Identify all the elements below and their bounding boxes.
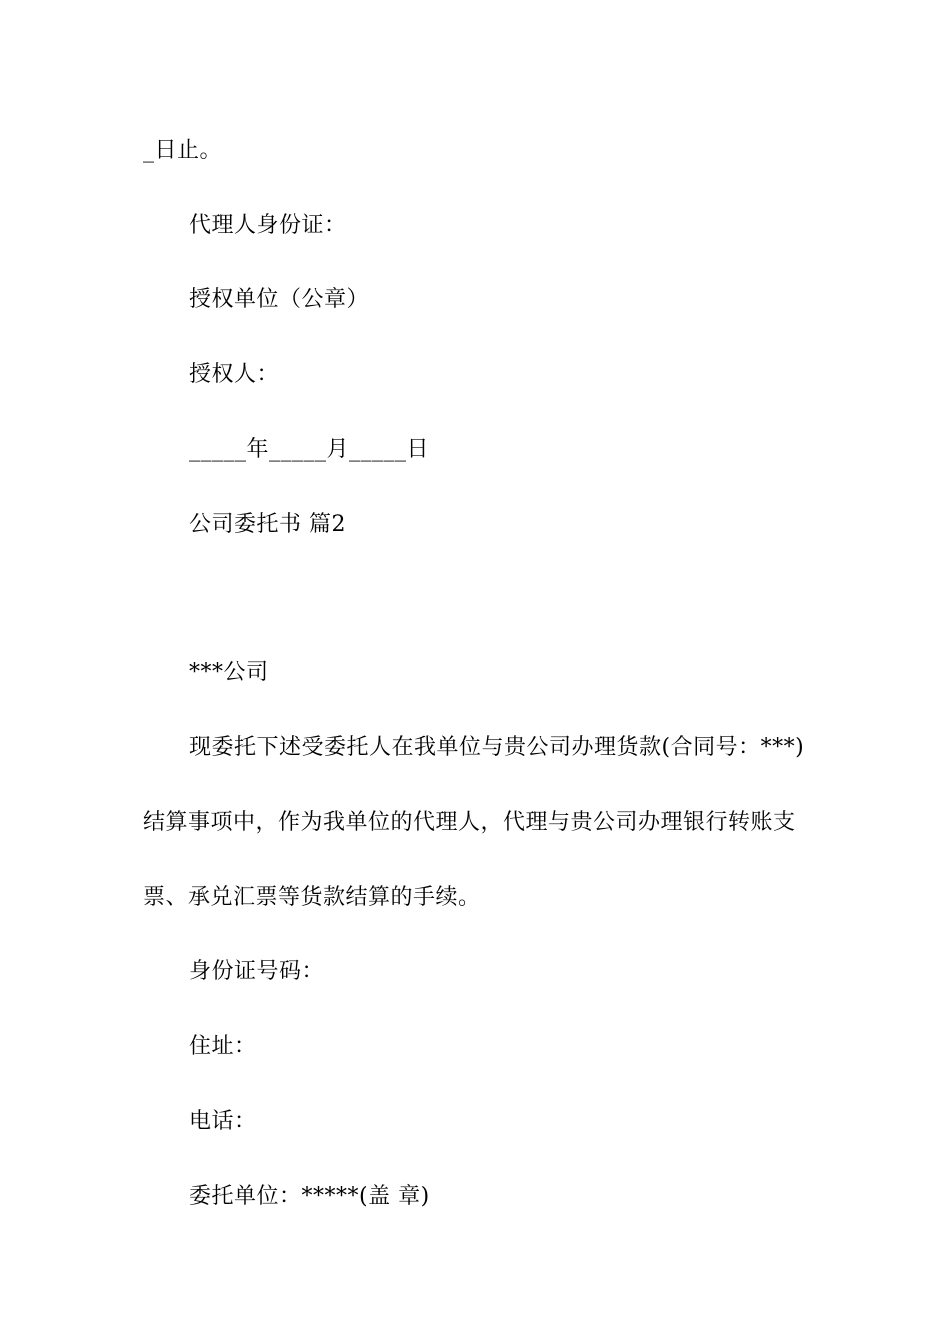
text-line-date: _____年_____月_____日 (189, 437, 430, 462)
paragraph-line-2: 结算事项中，作为我单位的代理人，代理与贵公司办理银行转账支 (143, 810, 796, 835)
text-line-phone: 电话： (189, 1109, 257, 1134)
paragraph-line-1: 现委托下述受委托人在我单位与贵公司办理货款(合同号：***) (189, 735, 805, 760)
section-heading: 公司委托书 篇2 (189, 512, 346, 537)
text-line-id-number: 身份证号码： (189, 959, 325, 984)
text-line-addressee: ***公司 (189, 660, 269, 685)
text-line-entrusting-unit: 委托单位：*****(盖 章) (189, 1184, 430, 1209)
text-line-authorizing-unit: 授权单位（公章） (189, 287, 370, 312)
text-line-period-end: _日止。 (143, 138, 223, 163)
text-line-authorizer: 授权人： (189, 362, 280, 387)
text-line-agent-id: 代理人身份证： (189, 213, 347, 238)
text-line-address: 住址： (189, 1034, 257, 1059)
paragraph-line-3: 票、承兑汇票等货款结算的手续。 (143, 885, 481, 910)
